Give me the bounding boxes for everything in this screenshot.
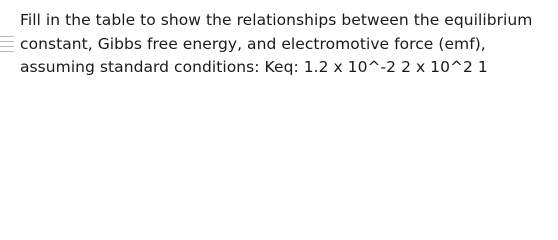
- question-text: Fill in the table to show the relationships between the equilibrium constant, Gibbs free energy, and electromotive force (emf), assuming standard conditions: Keq: 1.2 x 10^-2 2 x 10^2 1: [20, 11, 533, 76]
- rule-line: [0, 46, 14, 47]
- rule-line: [0, 51, 14, 52]
- margin-rule-lines: [0, 36, 14, 52]
- rule-line: [0, 36, 14, 37]
- rule-line: [0, 41, 14, 42]
